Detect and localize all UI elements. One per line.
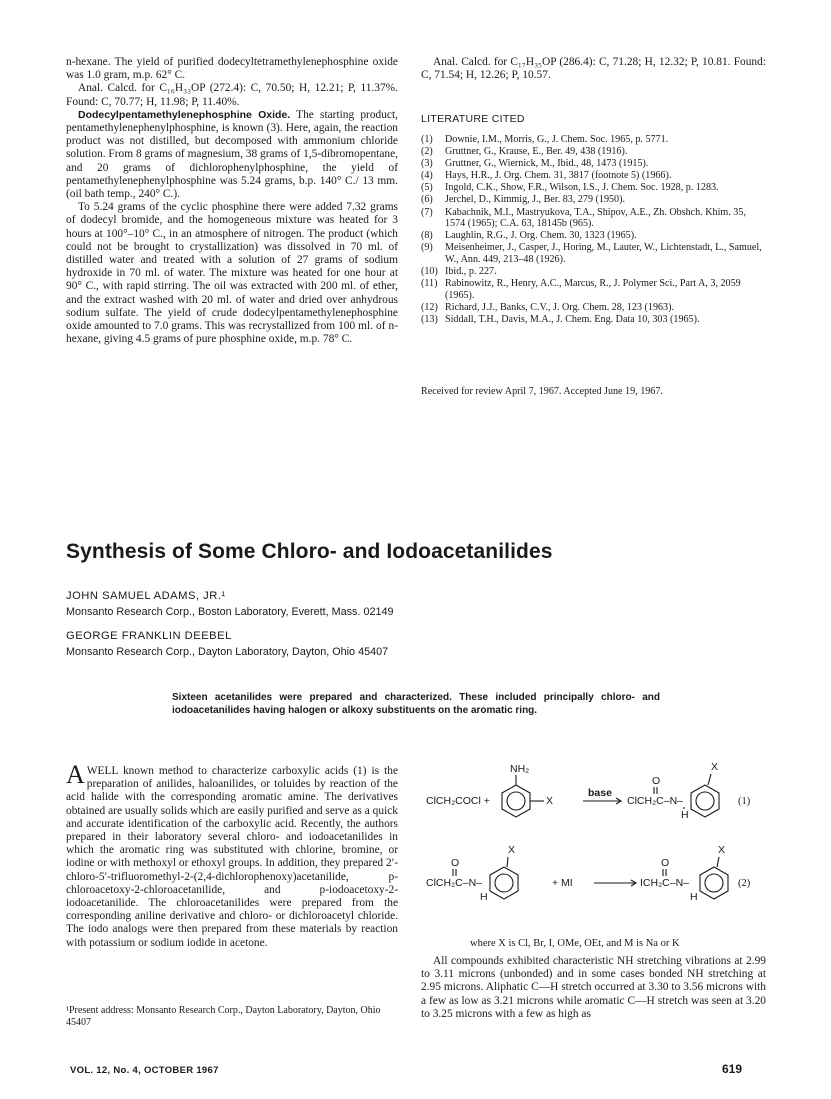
reference-number: (10) [421, 266, 438, 278]
reference-text: Ibid., p. 227. [445, 266, 497, 278]
reference-number: (7) [421, 206, 433, 218]
top-left-column [66, 56, 398, 346]
runin-heading: Dodecylpentamethylenephosphine Oxide. [78, 108, 291, 121]
benzene-ring [700, 867, 728, 899]
x-substituent: X [718, 844, 726, 856]
paragraph: To 5.24 grams of the cyclic phosphine there were added 7.32 grams of dodecyl bromide, and the homogeneous mixture was heated for 3 hours at 100°–10° C., in an atmosphere of nitrogen. The product (which could not be brought to crystallization) was dissolved in 70 ml. of distilled water and treated with a solution of 27 grams of sodium hydroxide in 70 ml. of water. The mixture was heated for one hour at 90° C., with rapid stirring. The oil was extracted with 200 ml. of ether, and the extract washed with 20 ml. of water and dried over anhydrous sodium sulfate. The yield of crude dodecylpentamethylenephosphine oxide amounted to 7.0 grams. This was recrystallized from 100 ml. of n-hexane, giving 4.5 grams of pure phosphine oxide, m.p. 78° C. [66, 201, 398, 346]
abstract: Sixteen acetanilides were prepared and characterized. These included principally chloro- and iodoacetanilides having halogen or alkoxy substituents on the aromatic ring. [172, 692, 660, 716]
product2-label: ICH₂C–N– [640, 877, 690, 889]
reference-number: (2) [421, 146, 433, 158]
reference-number: (4) [421, 170, 433, 182]
reference-text: Kabachnik, M.I., Mastryukova, T.A., Shipov, A.E., Zh. Obshch. Khim. 35, 1574 (1965); C.A. 63, 18145b (965). [445, 206, 746, 230]
x-substituent: X [546, 795, 554, 807]
intro-text: WELL known method to characterize carboxylic acids (1) is the preparation of anilides, haloanilides, or toluides by reaction of the acid halide with the corresponding aromatic amine. The derivatives obtained are usually solids which are easily purified and serve as a quick and accurate identification of the carboxylic acid. Recently, the authors prepared in their laboratory several chloro- and iodoacetanilides in which the aromatic ring was substituted with chlorine, bromine, or iodine or with methoxyl or ethoxyl groups. In addition, they prepared 2′-chloro-5′-trifluoromethyl-2-(2,4-dichlorophenoxy)acetanilide, p-chloroacetoxy-2-chloroacetanilide, and p-iodoacetoxy-2-iodoacetanilide. The chloroacetanilides were prepared from the corresponding aniline derivative and chloro- or dichloroacetyl chloride. The iodo analogs were then prepared from these materials by reaction with potassium or sodium iodide in acetone. [66, 765, 398, 949]
reference-number: (9) [421, 242, 433, 254]
scheme-legend: where X is Cl, Br, I, OMe, OEt, and M is Na or K [470, 938, 680, 949]
reference-item [421, 146, 766, 158]
reference-item [421, 207, 766, 230]
reference-text: Laughlin, R.G., J. Org. Chem. 30, 1323 (1965). [445, 230, 637, 242]
reference-item [421, 302, 766, 314]
top-right-anal [421, 56, 766, 82]
base-label: base [588, 787, 612, 799]
hydrogen-label: H [480, 891, 488, 903]
reference-item [421, 158, 766, 170]
reference-number: (5) [421, 182, 433, 194]
benzene-ring-inner [507, 792, 525, 810]
reference-item [421, 314, 766, 326]
reference-item [421, 194, 766, 206]
author-affiliation: Monsanto Research Corp., Dayton Laboratory, Dayton, Ohio 45407 [66, 646, 389, 658]
reference-text: Siddall, T.H., Davis, M.A., J. Chem. Eng. Data 10, 303 (1965). [445, 313, 700, 325]
anal-paragraph: Anal. Calcd. for C₁₇H₃₅OP (286.4): C, 71.28; H, 12.32; P, 10.81. Found: C, 71.54; H, 12.26; P, 10.57. [421, 56, 766, 82]
benzene-ring [490, 867, 518, 899]
paragraph [66, 109, 398, 201]
x-substituent: X [508, 844, 516, 856]
reference-text: Hays, H.R., J. Org. Chem. 31, 3817 (footnote 5) (1966). [445, 170, 672, 182]
reference-text: Downie, I.M., Morris, G., J. Chem. Soc. 1965, p. 5771. [445, 134, 669, 145]
reference-item [421, 242, 766, 265]
reference-text: Gruttner, G., Wiernick, M., Ibid., 48, 1473 (1915). [445, 158, 649, 170]
journal-issue: VOL. 12, No. 4, OCTOBER 1967 [70, 1065, 219, 1076]
reactant2-label: ClCH₂C–N– [426, 877, 483, 889]
reference-number: (13) [421, 313, 438, 325]
nh2-label: NH₂ [510, 763, 530, 775]
drop-cap: A [66, 760, 85, 789]
author-name: GEORGE FRANKLIN DEEBEL [66, 630, 232, 642]
reference-number: (11) [421, 278, 438, 290]
reference-item [421, 266, 766, 278]
paragraph-text: The starting product, pentamethylenephenylphosphine, is known (3). Here, again, the reaction product was not distilled, but decomposed with ammonium chloride solution. From 8 grams of magnesium, 38 grams of 1,5-dibromopentane, and 20 grams of dichlorophenylphosphine, the yield of pentamethylenephenylphosphine was 5.24 grams, b.p. 140° C./ 13 mm. (oil bath temp., 240° C.). [66, 108, 398, 201]
benzene-ring [691, 785, 719, 817]
benzene-ring-inner [705, 874, 723, 892]
reference-number: (1) [421, 134, 433, 145]
reference-text: Richard, J.J., Banks, C.V., J. Org. Chem. 28, 123 (1963). [445, 301, 674, 313]
reference-item [421, 170, 766, 182]
ir-column [421, 955, 766, 1021]
reference-text: Gruttner, G., Krause, E., Ber. 49, 438 (1916). [445, 146, 628, 158]
benzene-ring-inner [696, 792, 714, 810]
reaction-scheme [418, 760, 778, 930]
oxygen-label: O [451, 857, 460, 869]
reagent-chloroacetyl-chloride: ClCH₂COCl + [426, 795, 490, 807]
reference-item [421, 230, 766, 242]
reference-number: (3) [421, 158, 433, 170]
hydrogen-label: H [690, 891, 698, 903]
reference-item [421, 182, 766, 194]
reference-list [421, 134, 766, 326]
equation-number-1: (1) [738, 796, 751, 807]
author-name: JOHN SAMUEL ADAMS, JR.¹ [66, 590, 226, 602]
reference-text: Meisenheimer, J., Casper, J., Horing, M., Lauter, W., Lichtenstadt, L., Samuel, W., Ann. 449, 213–48 (1926). [445, 242, 762, 265]
intro-paragraph [66, 760, 398, 950]
reference-item [421, 134, 766, 146]
received-note: Received for review April 7, 1967. Accepted June 19, 1967. [421, 386, 663, 397]
x-substituent: X [711, 761, 719, 773]
reference-text: Jerchel, D., Kimmig, J., Ber. 83, 279 (1950). [445, 194, 625, 206]
hydrogen-label: H [681, 809, 689, 821]
ir-paragraph: All compounds exhibited characteristic NH stretching vibrations at 2.99 to 3.11 microns (unbonded) and in some cases bonded NH stretching at 2.95 microns. Aliphatic C—H stretch occurred at 3.30 to 3.56 microns with a few as low as 3.21 microns while aromatic C—H stretch was seen at 3.20 to 3.25 microns with a few as high as [421, 955, 766, 1020]
reference-text: Rabinowitz, R., Henry, A.C., Marcus, R., J. Polymer Sci., Part A, 3, 2059 (1965). [445, 278, 741, 301]
benzene-ring-inner [495, 874, 513, 892]
equation-number-2: (2) [738, 878, 751, 889]
reference-number: (8) [421, 230, 433, 242]
reference-number: (6) [421, 194, 433, 206]
oxygen-label: O [652, 775, 661, 787]
anal-paragraph: Anal. Calcd. for C₁₆H₃₃OP (272.4): C, 70.50; H, 12.21; P, 11.37%. Found: C, 70.77; H, 11.98; P, 11.40%. [66, 82, 398, 108]
author-affiliation: Monsanto Research Corp., Boston Laboratory, Everett, Mass. 02149 [66, 606, 394, 618]
metal-iodide-label: + MI [552, 877, 573, 889]
literature-heading: LITERATURE CITED [421, 113, 525, 125]
page-number: 619 [722, 1062, 743, 1076]
reference-number: (12) [421, 301, 438, 313]
reference-item [421, 278, 766, 301]
oxygen-label: O [661, 857, 670, 869]
reference-text: Ingold, C.K., Show, F.R., Wilson, I.S., J. Chem. Soc. 1928, p. 1283. [445, 182, 719, 194]
product1-label: ClCH₂C–N– [627, 795, 684, 807]
benzene-ring [502, 785, 530, 817]
intro-column [66, 760, 398, 950]
footnote: ¹Present address: Monsanto Research Corp., Dayton Laboratory, Dayton, Ohio 45407 [66, 1005, 381, 1028]
paragraph: n-hexane. The yield of purified dodecyltetramethylenephosphine oxide was 1.0 gram, m.p. 62° C. [66, 56, 398, 82]
article-title: Synthesis of Some Chloro- and Iodoacetanilides [66, 540, 553, 563]
